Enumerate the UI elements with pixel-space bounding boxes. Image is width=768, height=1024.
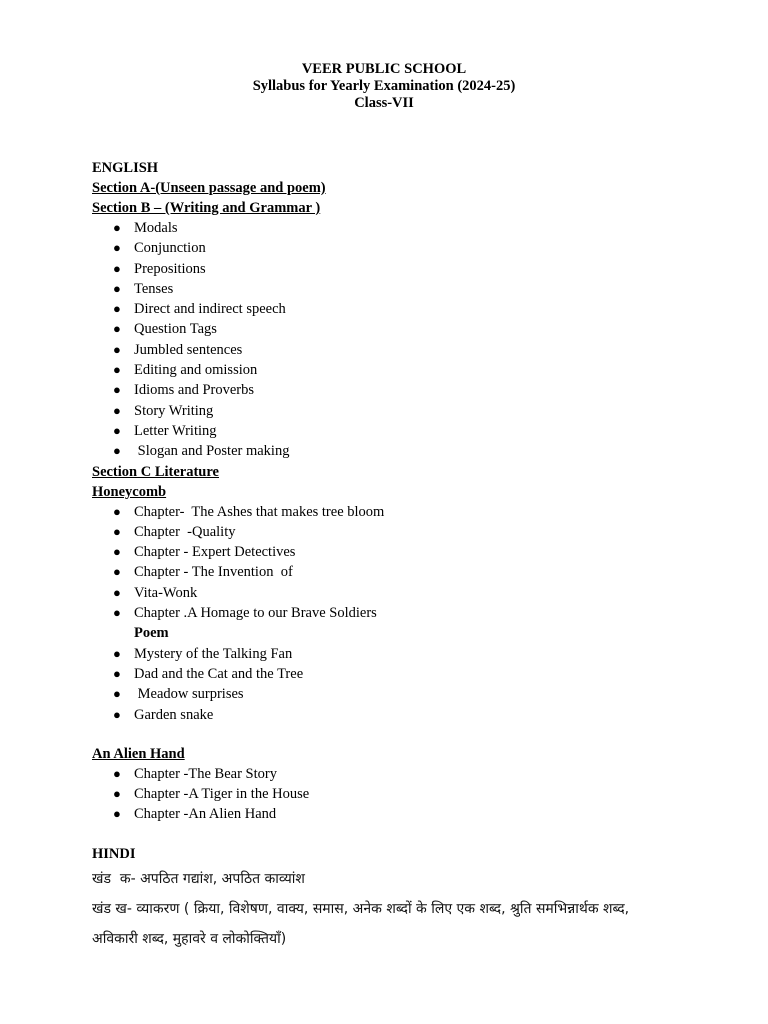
list-item: ● Chapter -A Tiger in the House <box>92 784 732 804</box>
list-item: ● Conjunction <box>92 238 732 258</box>
bullet-icon: ● <box>113 786 121 802</box>
bullet-icon: ● <box>113 220 121 235</box>
list-item: ● Chapter - Expert Detectives <box>92 542 732 562</box>
section-b-heading: Section B – (Writing and Grammar ) <box>92 200 321 216</box>
list-item: ● Chapter .A Homage to our Brave Soldiers <box>92 603 732 623</box>
list-item: ● Chapter- The Ashes that makes tree bloom <box>92 502 732 522</box>
bullet-icon: ● <box>113 806 121 822</box>
bullet-icon: ● <box>113 564 121 580</box>
list-item: ● Editing and omission <box>92 360 732 380</box>
list-item: ● Tenses <box>92 279 732 299</box>
bullet-icon: ● <box>113 240 121 256</box>
list-item: ● Chapter -The Bear Story <box>92 764 732 784</box>
list-item: ● Letter Writing <box>92 421 732 441</box>
section-a-heading: Section A-(Unseen passage and poem) <box>92 180 326 196</box>
bullet-icon: ● <box>113 665 121 681</box>
document-header <box>0 61 768 112</box>
list-item: ● Direct and indirect speech <box>92 299 732 319</box>
spacer <box>92 825 732 844</box>
hindi-line-2: खंड ख- व्याकरण ( क्रिया, विशेषण, वाक्य, समास, अनेक शब्दों के लिए एक शब्द, श्रुति समभिन्नार्थक शब्द, <box>92 900 630 917</box>
bullet-icon: ● <box>113 503 121 519</box>
list-item: ● Meadow surprises <box>92 684 732 704</box>
list-item: ● Chapter -An Alien Hand <box>92 804 732 824</box>
list-item: ● Jumbled sentences <box>92 340 732 360</box>
list-item: ● Chapter - The Invention of <box>92 562 732 582</box>
bullet-icon: ● <box>113 422 121 438</box>
list-item: ● Modals <box>92 218 732 238</box>
syllabus-title: Syllabus for Yearly Examination (2024-25) <box>252 78 516 94</box>
list-item: ● Story Writing <box>92 401 732 421</box>
list-item: ● Dad and the Cat and the Tree <box>92 664 732 684</box>
school-name: VEER PUBLIC SCHOOL <box>301 61 467 77</box>
syllabus-content <box>92 158 732 954</box>
subject-english: ENGLISH <box>92 160 159 176</box>
list-item: ● Vita-Wonk <box>92 583 732 603</box>
bullet-icon: ● <box>113 402 121 418</box>
bullet-icon: ● <box>113 341 121 357</box>
bullet-icon: ● <box>113 260 121 276</box>
alien-hand-heading: An Alien Hand <box>92 745 185 762</box>
bullet-icon: ● <box>113 443 121 459</box>
list-item: ● Question Tags <box>92 319 732 339</box>
honeycomb-list <box>92 502 732 725</box>
list-item: ● Chapter -Quality <box>92 522 732 542</box>
honeycomb-heading: Honeycomb <box>92 483 167 500</box>
bullet-icon: ● <box>113 765 121 781</box>
class-label: Class-VII <box>354 95 414 111</box>
hindi-line-3: अविकारी शब्द, मुहावरे व लोकोक्तियाँ) <box>92 930 287 947</box>
bullet-icon: ● <box>113 382 121 398</box>
spacer <box>92 725 732 744</box>
bullet-icon: ● <box>113 301 121 317</box>
bullet-icon: ● <box>113 706 121 722</box>
list-item: ● Garden snake <box>92 705 732 725</box>
bullet-icon: ● <box>113 321 121 337</box>
bullet-icon: ● <box>113 523 121 539</box>
section-c-heading: Section C Literature <box>92 463 219 480</box>
alien-hand-list <box>92 764 732 825</box>
list-item: ● Prepositions <box>92 259 732 279</box>
bullet-icon: ● <box>113 280 121 296</box>
bullet-icon: ● <box>113 584 121 600</box>
bullet-icon: ● <box>113 544 121 560</box>
hindi-line-1: खंड क- अपठित गद्यांश, अपठित काव्यांश <box>92 870 305 887</box>
bullet-icon: ● <box>113 686 121 702</box>
list-item: ● Idioms and Proverbs <box>92 380 732 400</box>
bullet-icon: ● <box>113 605 121 621</box>
poem-label: Poem <box>134 625 169 642</box>
section-b-list <box>92 218 732 462</box>
subject-hindi: HINDI <box>92 845 136 862</box>
bullet-icon: ● <box>113 362 121 378</box>
bullet-icon: ● <box>113 645 121 661</box>
list-item: ● Mystery of the Talking Fan <box>92 644 732 664</box>
list-item: ● Slogan and Poster making <box>92 441 732 461</box>
